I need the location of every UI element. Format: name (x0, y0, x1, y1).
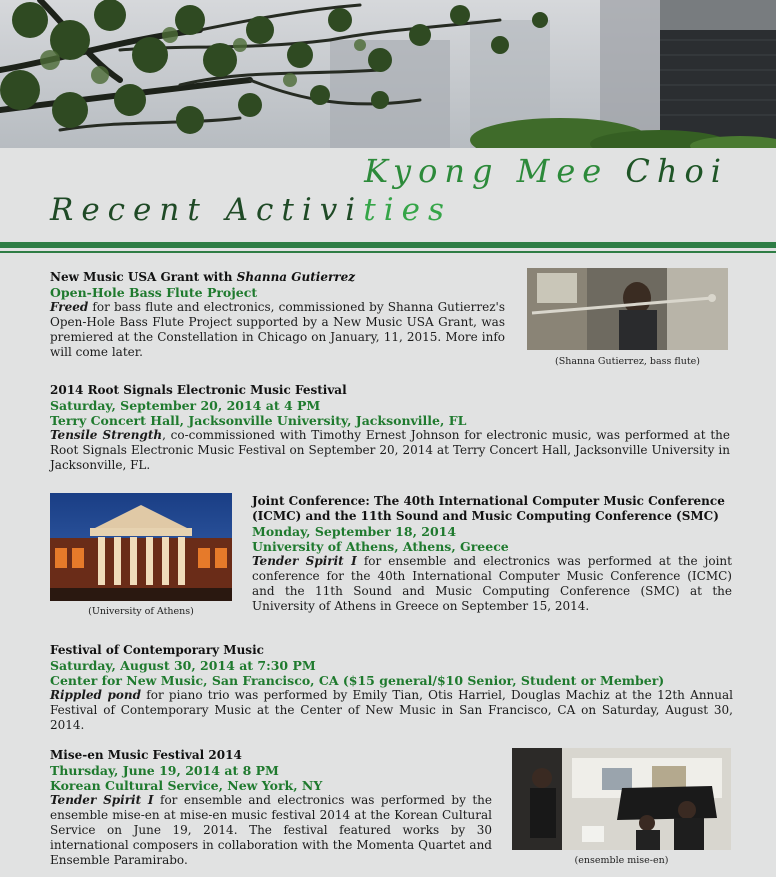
entry-1-text: for bass flute and electronics, commissioned by Shanna Gutierrez's Open-Hole Bass Flute Project supported by a New Music USA Grant, was premiered at the Constellation in Chicago on January, 11, 2015. More info will come later. (50, 300, 505, 359)
entry-2-title: 2014 Root Signals Electronic Music Festival (50, 383, 347, 397)
entry-1-subtitle: Open-Hole Bass Flute Project (50, 285, 258, 300)
activity-entry-1 (50, 270, 505, 360)
recent-activities-title (50, 192, 452, 228)
entry-2-work: Tensile Strength (50, 428, 163, 442)
activity-entry-4 (50, 643, 733, 733)
entry-4-work: Rippled pond (50, 688, 142, 702)
entry-5-work: Tender Spirit I (50, 793, 154, 807)
title-divider-thin (0, 251, 776, 253)
entry-3-description (252, 554, 732, 614)
composer-name-title (364, 152, 728, 190)
entry-2-date: Saturday, September 20, 2014 at 4 PM (50, 398, 321, 413)
name-part1: Kyong Mee (364, 152, 626, 190)
entry-2-description (50, 428, 730, 473)
entry-1-work: Freed (50, 300, 89, 314)
entry-1-description (50, 300, 505, 360)
entry-2-text: , co-commissioned with Timothy Ernest Johnson for electronic music, was performed at the Root Signals Electronic Music Festival on September 20, 2014 at Terry Concert Hall, Jacksonville University in Jacksonville, FL. (50, 428, 730, 472)
activities-part2: ties (363, 192, 452, 228)
header-banner-photo (0, 0, 776, 148)
title-divider-thick (0, 242, 776, 248)
entry-2-venue: Terry Concert Hall, Jacksonville University, Jacksonville, FL (50, 413, 467, 428)
entry-1-title-text: New Music USA Grant with (50, 270, 237, 284)
entry-5-text: for ensemble and electronics was performed by the ensemble mise-en at mise-en music festival 2014 at the Korean Cultural Service on June 19, 2014. The festival featured works by 30 international composers in collaboration with the Momenta Quartet and Ensemble Paramirabo. (50, 793, 492, 867)
activity-entry-5 (50, 748, 492, 868)
activity-entry-3 (252, 494, 732, 614)
flute-player-photo (527, 268, 728, 350)
entry-5-description (50, 793, 492, 868)
entry-1-caption: (Shanna Gutierrez, bass flute) (555, 356, 700, 367)
name-part2: Choi (625, 152, 728, 190)
activity-entry-2 (50, 383, 730, 473)
entry-4-text: for piano trio was performed by Emily Tian, Otis Harriel, Douglas Machiz at the 12th Annual Festival of Contemporary Music at the Center of New Music in San Francisco, CA on Saturday, August 30, 2014. (50, 688, 733, 732)
entry-3-title: Joint Conference: The 40th International Computer Music Conference (ICMC) and the 11th Sound and Music Computing Conference (SMC) (252, 494, 725, 523)
entry-5-caption: (ensemble mise-en) (574, 855, 669, 866)
entry-4-title: Festival of Contemporary Music (50, 643, 264, 657)
entry-3-work: Tender Spirit I (252, 554, 357, 568)
ensemble-performance-photo (512, 748, 731, 850)
tree-branches-icon (0, 0, 776, 148)
entry-5-venue: Korean Cultural Service, New York, NY (50, 778, 323, 793)
entry-1-title (50, 270, 505, 285)
entry-4-description (50, 688, 733, 733)
entry-5-title: Mise-en Music Festival 2014 (50, 748, 242, 762)
entry-5-date: Thursday, June 19, 2014 at 8 PM (50, 763, 279, 778)
university-of-athens-photo (50, 493, 232, 601)
entry-3-caption: (University of Athens) (88, 606, 194, 617)
entry-4-venue: Center for New Music, San Francisco, CA ($15 general/$10 Senior, Student or Member) (50, 673, 665, 688)
activities-part1: Recent Activi (50, 192, 364, 228)
entry-1-title-italic: Shanna Gutierrez (236, 270, 356, 284)
entry-4-date: Saturday, August 30, 2014 at 7:30 PM (50, 658, 316, 673)
entry-3-venue: University of Athens, Athens, Greece (252, 539, 509, 554)
entry-3-text: for ensemble and electronics was performed at the joint conference for the 40th International Computer Music Conference (ICMC) and the 11th Sound and Music Computing Conference (SMC) at the University of Athens in Greece on September 15, 2014. (252, 554, 732, 613)
entry-3-date: Monday, September 18, 2014 (252, 524, 457, 539)
